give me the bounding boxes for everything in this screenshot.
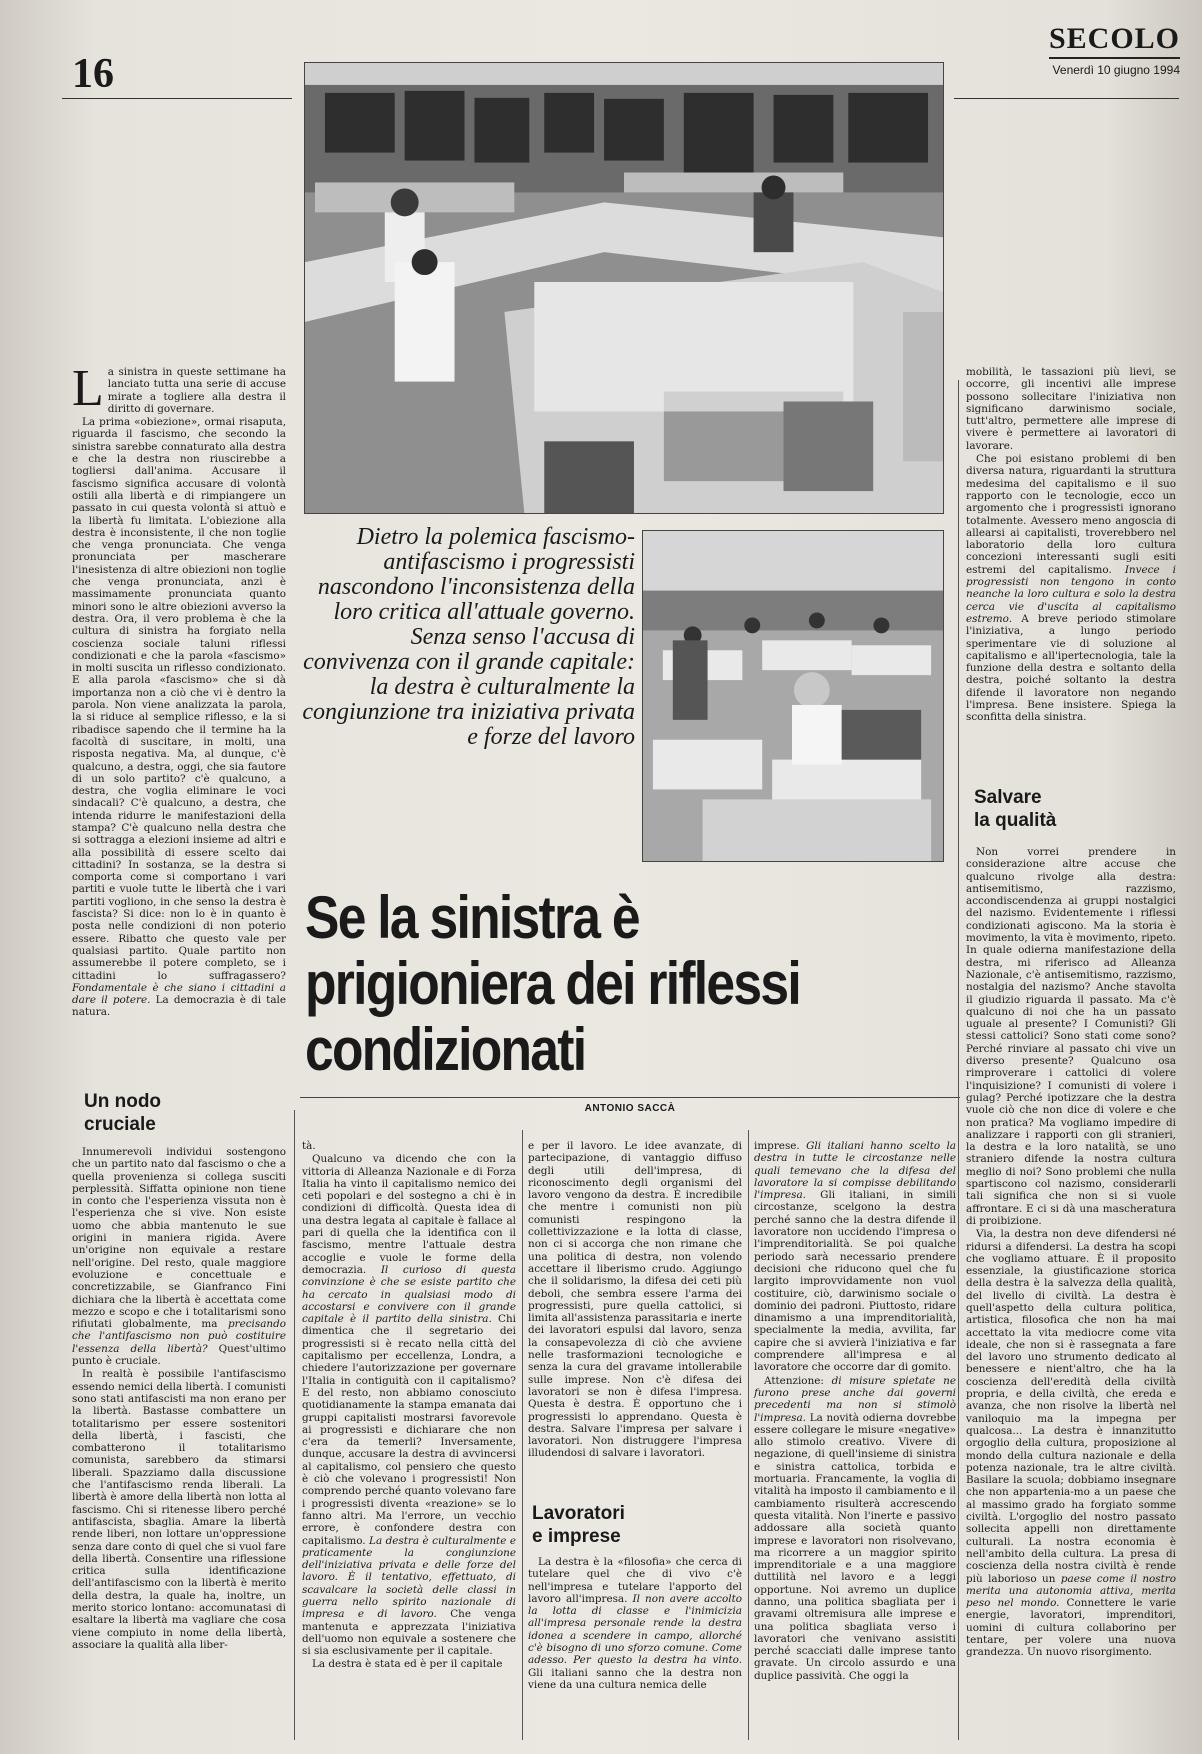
header-rule-left <box>62 98 292 99</box>
subhead-line: Lavoratori <box>532 1503 625 1524</box>
paragraph: Che venga mantenuta e apprezzata l'iniziativa dell'uomo non equivale a sostenere che si sia esclusivamente per il capitale. <box>302 1608 516 1658</box>
paragraph: Attenzione: <box>764 1374 824 1387</box>
paragraph: Quest'ultimo punto è cruciale. <box>72 1342 286 1368</box>
paragraph: La novità odierna dovrebbe essere collegare le misure «negative» allo stimolo creativo. Vivere di negazione, di quell'insieme di sinistra e sinistra cattolica, torbida e mortuaria. Francamente, la voglia di vitalità ha imposto il cambiamento e il cambiamento risulterà accrescendo questa vitalità. Non l'inerte e passivo addossare alla società quanto imprese e lavoratori non risolvevano, ma ricorrere a un maggior spirito imprenditoriale e a una maggiore duttilità nel lavoro e a leggi opportune. Noi avremo un duplice danno, una politica sbagliata per i gravami oltremisura alle imprese e una politica sbagliata verso i lavoratori che venivano assistiti perché scacciati dalle imprese tanto gravate. Un circolo assurdo e una duplice passività. Che oggi la <box>754 1411 956 1682</box>
paragraph: Gli italiani, in simili circostanze, scelgono la destra perché sanno che la destra difende il lavoratore non uccidendo l'impresa o l'imprenditorialità. Se poi qualche periodo sarà necessario prendere decisioni che riducono quel che fu largito improvvidamente non vuol costituire, ciò, darwinismo sociale o dominio dei padroni. Piuttosto, ridare dinamismo a una imprenditorialità, specialmente la media, avvilita, far capire che si avvierà l'iniziativa e far comprendere all'impresa e al lavoratore che occorre dar di gomito. <box>754 1189 956 1374</box>
column-rule <box>958 380 959 1740</box>
paragraph: Qualcuno va dicendo che con la vittoria di Alleanza Nazionale e di Forza Italia ha vinto il capitalismo nemico dei ceti popolari e del sostegno a chi è in condizioni di difficoltà. Questa idea di una destra legata al capitale è fallace al pari di quella che la identifica con il fascismo, mentre l'attuale destra accoglie e vuole le forme della democrazia. <box>302 1153 516 1276</box>
paragraph: A breve periodo stimolare l'iniziativa, a lungo periodo sperimentare vie di soluzione al capitalismo e all'ipertecnologia, tale la funzione della destra e soltanto della destra, poiché soltanto la destra difende il lavoratore non negando l'impresa. Bene insistere. Spiega la sconfitta della sinistra. <box>966 612 1176 724</box>
photo-office-workers <box>642 530 944 862</box>
column-rule <box>522 1130 523 1740</box>
paragraph: La democrazia è di tale natura. <box>72 994 286 1019</box>
subhead-lavoratori <box>532 1502 732 1548</box>
paragraph-italic: Gli italiani hanno scelto la destra in tutte le circostanze nelle quali temevano che la difesa del lavoratore la si compisse debilitando l'impresa. <box>754 1140 956 1202</box>
paragraph: Via, la destra non deve difendersi né ridursi a difendersi. La destra ha scopi che vogliamo attuare. È il proposito essenziale, la giustificazione storica della destra è la salvezza della qualità, del livello di civiltà. La destra è quell'aspetto della cultura politica, artistica, filosofica che non ha mai accettato la vita mediocre come vita ideale, che non si è rassegnata a fare del lavoro uno strumento dedicato al benessere e nient'altro, che ha la coscienza dell'eredità della civiltà propria, e della civiltà, che ereda e avanza, che non risolve la libertà nel vaniloquio ma la impegna per qualcosa... La destra è innanzitutto orgoglio della cultura, proposizione al mondo della cultura nazionale e della potenza nazionale, tra le altre civiltà. Basilare la scuola; dobbiamo insegnare che non appartenia-mo a un paese che al massimo grado ha forgiato somme civiltà. L'orgoglio del nostro passato sollecita appelli non direttamente culturali. La nostra economia è nell'ambito della cultura. La presa di coscienza della nostra civiltà è rende più laborioso un <box>966 1228 1176 1585</box>
office-workers-illustration <box>643 531 943 861</box>
factory-hall-illustration <box>305 63 943 513</box>
subhead-line: la qualità <box>974 810 1057 831</box>
subhead-line: Salvare <box>974 787 1042 808</box>
paragraph: Connettere le varie energie, lavoratori, imprenditori, uomini di cultura collaborino per tentare, per volere una nuova grandezza. Un nuovo risorgimento. <box>966 1597 1176 1659</box>
newspaper-logo: SECOLO <box>1049 22 1180 59</box>
article-byline: ANTONIO SACCÀ <box>584 1103 676 1114</box>
paragraph: Che poi esistano problemi di ben diversa natura, riguardanti la struttura medesima del capitalismo e il suo rapporto con le tecnologie, ecco un argomento che i progressisti ignorano totalmente. Avessero meno angoscia di allearsi ai capitalisti, troverebbero nel laboratorio della loro cultura concezioni interessanti sugli esiti estremi del capitalismo. <box>966 453 1176 576</box>
paragraph: imprese. <box>754 1140 800 1152</box>
article-column-5b <box>966 846 1176 1660</box>
paragraph: e per il lavoro. Le idee avanzate, di partecipazione, di vantaggio diffuso degli utili dell'impresa, di riconoscimento degli organismi del lavoro vengono da destra. È incredibile che mentre i comunisti non più comunisti respingono la collettivizzazione e la lotta di classe, non ci si accorga che non rimane che una politica di destra, non volendo accettare il liberismo crudo. Aggiungo che il solidarismo, la difesa dei ceti più deboli, che sembra essere l'arma dei progressisti, pure quella cattolici, si limita all'assistenza parassitaria e inerte dei lavoratori espulsi dal lavoro, senza la consapevolezza di ciò che avviene nelle trasformazioni tecnologiche e senza la cura del gravame intollerabile sulle imprese. Non c'è difesa dei lavoratori se non è difesa l'impresa. Questa è destra. È opportuno che i progressisti lo apprendano. Questa è destra. Salvare l'impresa per salvare i lavoratori. Non distruggere l'impresa illudendosi di salvare i lavoratori. <box>528 1140 742 1460</box>
paragraph: Innumerevoli individui sostengono che un partito nato dal fascismo o che a quella provenienza si collega susciti perplessità. Siffatta opinione non tiene in conto che l'esperienza vissuta non è l'esperienza che si vive. Non esiste uomo che abbia mantenuto le sue origini in maniera rigida. Avere un'origine non equivale a restare nell'origine. Del resto, quale maggiore evoluzione e concettuale e concretizzabile, se Gianfranco Fini dichiara che la libertà è accettata come mezzo e scopo e che i totalitarismi sono rifiutati globalmente, ma <box>72 1146 286 1331</box>
paragraph: tà. <box>302 1140 316 1152</box>
subhead-un-nodo <box>84 1090 284 1136</box>
page-number: 16 <box>72 51 114 97</box>
article-headline: Se la sinistra è prigioniera dei riflessi condizionati <box>305 884 800 1083</box>
byline-rule <box>300 1097 960 1098</box>
subhead-line: cruciale <box>84 1114 156 1135</box>
paragraph-italic: La destra è culturalmente e praticamente la congiunzione dell'iniziativa privata e delle forze del lavoro. È il tentativo, effettuato, di scavalcare la società delle classi in guerra nello spirito nazionale di impresa e di lavoro. <box>302 1534 516 1621</box>
paragraph: La destra è stata ed è per il capitale <box>312 1658 503 1671</box>
paragraph-italic: precisando che l'antifascismo non può costituire l'essenza della libertà? <box>72 1318 286 1355</box>
paragraph: Chi dimentica che il segretario dei progressisti si è recato nella città del capitalismo per eccellenza, Londra, a chiedere l'autorizzazione per governare l'Italia in contiguità con il capitalismo? E del resto, non abbiamo conosciuto quotidianamente la stampa emanata dai gruppi capitalisti mostrarsi favorevole ai progressisti e dichiarare che non c'era da temerli? Inversamente, dunque, accusare la destra di avvincersi al capitalismo, col pensiero che questo è ciò che volevano i progressisti! Non comprendo perché quanto volevano fare i progressisti diventa «reazione» se lo fanno altri. Ma l'errore, un vecchio errore, è confondere destra con capitalismo. <box>302 1313 516 1547</box>
paragraph: Gli italiani sanno che la destra non viene da una cultura nemica delle <box>528 1666 742 1691</box>
paragraph-italic: Il curioso di questa convinzione è che se esiste partito che ha cercato in qualsiasi modo di accostarsi e convivere con il grande capitale è il partito della sinistra. <box>302 1263 516 1326</box>
paragraph: La destra è la «filosofia» che cerca di tutelare quel che di vivo c'è nell'impresa e tutelare l'apporto del lavoro all'impresa. <box>528 1556 742 1605</box>
article-column-4 <box>754 1140 956 1683</box>
article-column-2 <box>302 1140 516 1672</box>
photo-factory-hall <box>304 62 944 514</box>
masthead <box>1049 22 1180 77</box>
article-column-3b <box>528 1556 742 1692</box>
subhead-line: Un nodo <box>84 1091 162 1112</box>
paragraph: mobilità, le tassazioni più lievi, se occorre, gli incentivi alle imprese possono sollecitare l'iniziativa non significano darwinismo sociale, tutt'altro, permettere alle imprese di vivere è permettere ai lavoratori di lavorare. <box>966 366 1176 452</box>
drop-cap: L <box>72 360 104 417</box>
pullquote: Dietro la polemica fascismo-antifascismo i progressisti nascondono l'inconsistenza della loro critica all'attuale governo. Senza senso l'accusa di convivenza con il grande capitale: la destra è culturalmente la congiunzione tra iniziativa privata e forze del lavoro <box>302 524 635 750</box>
paragraph-italic: paese come il nostro merita una autonomia attiva, merita peso nel mondo. <box>966 1572 1176 1610</box>
paragraph: In realtà è possibile l'antifascismo essendo nemici della libertà. I comunisti sono stati antifascisti ma non erano per la libertà. Bastasse combattere un totalitarismo per essere sostenitori della libertà, i fascisti, che combatterono il totalitarismo comunista, sarebbero da stimarsi liberali. Spazziamo dalla discussione che l'antifascismo renda liberali. La libertà è amore della libertà non lotta al fascismo. Chi si ritenesse libero perché antifascista, sbaglia. Amare la libertà rende liberi, non lottare un'oppressione senza dare conto di quel che si vuol fare della libertà. Consentire una riflessione critica sulla identificazione dell'antifascismo con la libertà è merito della destra, la quale ha, inoltre, un merito storico lontano: accomunatasi di esaltare la libertà ma vagliare che cosa viene compiuto in nome della libertà, associare la qualità alla liber- <box>72 1368 286 1651</box>
issue-date: Venerdì 10 giugno 1994 <box>1052 63 1180 77</box>
paragraph-italic: Fondamentale è che siano i cittadini a dare il potere. <box>72 981 286 1007</box>
column-rule <box>294 1110 295 1740</box>
paragraph-italic: di misure spietate ne furono prese anche dai governi precedenti ma non si stimolò l'impresa. <box>754 1374 956 1424</box>
header-rule-right <box>954 98 1179 99</box>
article-column-3 <box>528 1140 742 1461</box>
paragraph-italic: Il non avere accolto la lotta di classe e l'inimicizia all'impresa personale rende la destra idonea a scendere in campo, allorché c'è bisogno di uno sforzo comune. Come adesso. Per questo la destra ha vinto. <box>528 1592 742 1667</box>
article-column-1 <box>72 360 286 1020</box>
subhead-salvare-qualita <box>974 786 1174 832</box>
paragraph: La prima «obiezione», ormai risaputa, riguarda il fascismo, che secondo la sinistra sarebbe connaturato alla destra e che la destra non riuscirebbe a togliersi dall'anima. Accusare il fascismo significa accusare di volontà ostili alla libertà e di rimpiangere un passato in cui questa volontà si attuò e la libertà fu limitata. L'obiezione alla destra è inconsistente, il che non toglie che venga pronunciata. Che venga pronunciata per mascherare l'inesistenza di altre obiezioni non toglie che venga pronunciata, anzi è massimamente pronunciata quanto minori sono le altre obiezioni avverso la destra. Ora, il vero problema è che la cultura di sinistra ha forgiato nella coscienza sociale taluni riflessi condizionati e che la parola «fascismo» in molti suscita un riflesso condizionato. E alla parola «fascismo» che si dà importanza non a ciò che vi è dentro la parola. Non viene analizzata la parola, la si riduce al semplice riflesso, e la si ribadisce sapendo che il termine ha la facoltà di suscitare, in molti, una risposta negativa. Ma, al dunque, c'è qualcuno, a destra, oggi, che sia fautore di un solo partito? c'è qualcuno, a destra, che voglia eliminare le voci sindacali? C'è qualcuno, a destra, che intenda ridurre le manifestazioni della stampa? C'è qualcuno nella destra che si sottragga a elezioni insieme ad altri e alla possibilità di essere scelto dai cittadini? In sostanza, se la destra si comporta come si comportano i vari partiti e vuole tutte le libertà che i vari partiti vogliono, in che senso la destra è fascista? Si dice: non lo è in quanto è posta nelle condizioni di non poterio essere. Ribatto che questo vale per qualsiasi partito. Quale partito non assumerebbe il potere completo, se i cittadini lo suffragassero? <box>72 416 286 982</box>
paragraph: Non vorrei prendere in considerazione altre accuse che qualcuno rivolge alla destra: antisemitismo, razzismo, accondiscendenza ai gruppi nostalgici del nazismo. Evidentemente i riflessi condizionati agiscono. Ma la storia è movimento, la vita è movimento, ripeto. In quale odierna manifestazione della destra, mi riferisco ad Alleanza Nazionale, c'è antisemitismo, razzismo, nostalgia del nazismo? Anche stavolta il giudizio riguarda il passato. Ma c'è qualcuno di noi che ha un passato uguale al presente? I Comunisti? Gli stessi cattolici? Sono stati come sono? Perché rinviare al passato chi vive un diverso presente? Qualcuno osa rimproverare i cattolici di volere l'inquisizione? I comunisti di volere i gulag? Perché ipotizzare che la destra vuole ciò che non dice di volere e che non pratica? Ma vogliamo impedire di analizzare i rapporti con gli stranieri, la destra e la loro natalità, se uno straniero difende la nostra cultura meglio di noi? Sono problemi che nulla spartiscono col nazismo, considerarli tali significa che non si si vuole affrontare. E ci si dà una mascheratura di proibizione. <box>966 846 1176 1227</box>
column-rule <box>748 1130 749 1740</box>
paragraph-italic: Invece i progressisti non tengono in conto neanche la loro cultura e solo la destra cerca vie d'uscita al capitalismo estremo. <box>966 563 1176 625</box>
article-column-1b <box>72 1146 286 1652</box>
article-column-5 <box>966 366 1176 725</box>
subhead-line: e imprese <box>532 1526 621 1547</box>
article-lead: a sinistra in queste settimane ha lanciato tutta una serie di accuse mirate a togliere alla destra il diritto di governare. <box>107 366 286 415</box>
